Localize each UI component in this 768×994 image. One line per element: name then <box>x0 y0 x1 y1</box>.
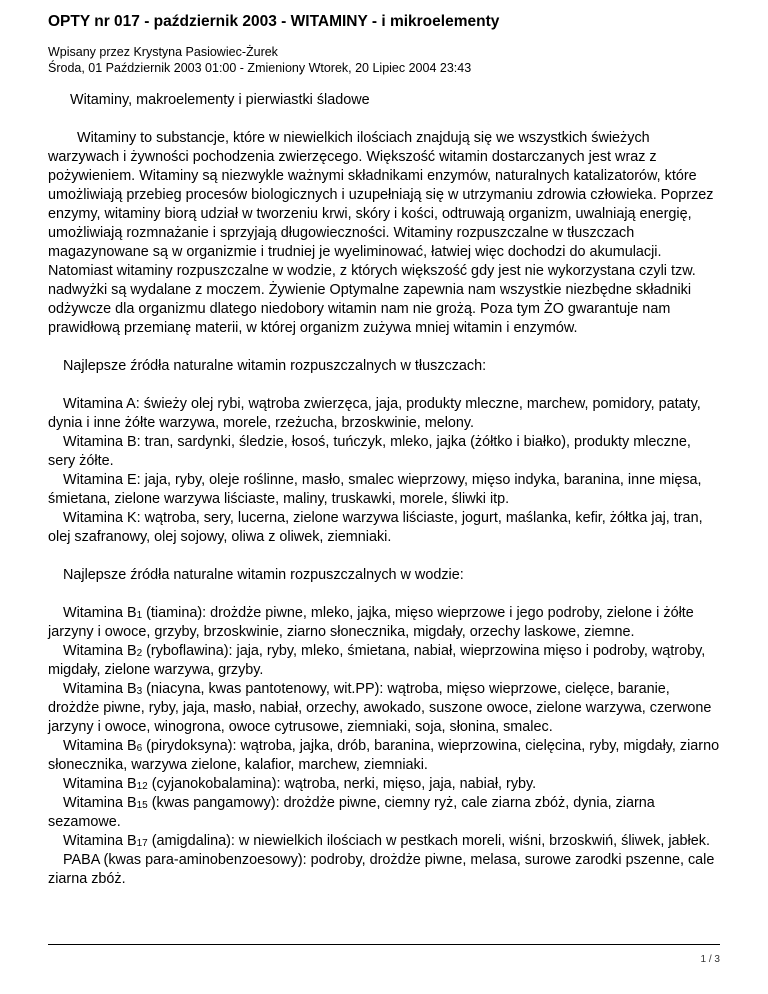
author-line: Wpisany przez Krystyna Pasiowiec-Żurek <box>48 45 278 59</box>
page-number: 1 / 3 <box>700 954 720 965</box>
footer-divider <box>48 944 720 945</box>
vitamin-b17-entry: Witamina $B_{17}$ (amigdalina): w niewielkich ilościach w pestkach moreli, wiśni, brzoskwiń, śliwek, jabłek. <box>63 833 710 849</box>
water-soluble-heading: Najlepsze źródła naturalne witamin rozpuszczalnych w wodzie: <box>63 567 464 583</box>
document-title: OPTY nr 017 - październik 2003 - WITAMINY - i mikroelementy <box>48 13 500 30</box>
article-heading: Witaminy, makroelementy i pierwiastki śladowe <box>70 92 370 108</box>
vitamin-k-entry: Witamina K: wątroba, sery, lucerna, zielone warzywa liściaste, jogurt, maślanka, kefir, żółtka jaj, tran, olej szafranowy, olej sojowy, oliwa z oliwek, ziemniaki. <box>48 510 703 545</box>
vitamin-b2-entry: Witamina $B_2$ (ryboflawina): jaja, ryby, mleko, śmietana, nabiał, wieprzowina mięso i podroby, wątroby, migdały, zielone warzywa, grzyby. <box>48 643 706 678</box>
vitamin-b-entry: Witamina B: tran, sardynki, śledzie, łosoś, tuńczyk, mleko, jajka (żółtko i białko), produkty mleczne, sery żółte. <box>48 434 691 469</box>
date-line: Środa, 01 Październik 2003 01:00 - Zmieniony Wtorek, 20 Lipiec 2004 23:43 <box>48 61 472 75</box>
vitamin-b6-entry: Witamina $B_6$ (pirydoksyna): wątroba, jajka, drób, baranina, wieprzowina, cielęcina, ryby, migdały, ziarno słonecznika, warzywa zielone, kalafior, marchew, ziemniaki. <box>48 738 720 773</box>
document-meta <box>48 44 471 76</box>
vitamin-e-entry: Witamina E: jaja, ryby, oleje roślinne, masło, smalec wieprzowy, mięso indyka, baranina, inne mięsa, śmietana, zielone warzywa liściaste, maliny, truskawki, morele, śliwki itp. <box>48 472 702 507</box>
article-body <box>48 91 720 889</box>
fat-soluble-heading: Najlepsze źródła naturalne witamin rozpuszczalnych w tłuszczach: <box>63 358 487 374</box>
vitamin-b1-entry: Witamina $B_1$ (tiamina): drożdże piwne, mleko, jajka, mięso wieprzowe i jego podroby, zielone i żółte jarzyny i owoce, grzyby, brzoskwinie, ziarno słonecznika, migdały, orzechy laskowe, ziemne. <box>48 605 694 640</box>
vitamin-b3-entry: Witamina $B_3$ (niacyna, kwas pantotenowy, wit.PP): wątroba, mięso wieprzowe, cielęce, baranie, drożdże piwne, ryby, jaja, masło, nabiał, orzechy, awokado, suszone owoce, zielone warzywa, czerwone jarzyny i owoce, winogrona, owoce cytrusowe, ziemniaki, soja, słonina, smalec. <box>48 681 712 735</box>
paba-entry: PABA (kwas para-aminobenzoesowy): podroby, drożdże piwne, melasa, surowe zarodki pszenne, cale ziarna zbóż. <box>48 852 715 887</box>
vitamin-b15-entry: Witamina $B_{15}$ (kwas pangamowy): drożdże piwne, ciemny ryż, cale ziarna zbóż, dynia, ziarna sezamowe. <box>48 795 655 830</box>
vitamin-b12-entry: Witamina $B_{12}$ (cyjanokobalamina): wątroba, nerki, mięso, jaja, nabiał, ryby. <box>63 776 537 792</box>
intro-paragraph: Witaminy to substancje, które w niewielkich ilościach znajdują się we wszystkich świeżych warzywach i żywności pochodzenia zwierzęcego. Większość witamin dostarczanych jest wraz z pożywieniem. Witaminy są niezwykle ważnymi składnikami enzymów, naturalnych katalizatorów, które umożliwiają przebieg procesów biologicznych i uzupełniają się w utrzymaniu zdrowia człowieka. Poprzez enzymy, witaminy biorą udział w tworzeniu krwi, skóry i kości, odtruwają organizm, uwalniają energię, umożliwiają rozmnażanie i sprzyjają długowieczności. Witaminy rozpuszczalne w tłuszczach magazynowane są w organizmie i trudniej je wyeliminować, łatwiej więc dochodzi do akumulacji. Natomiast witaminy rozpuszczalne w wodzie, z których większość gdy jest nie wykorzystana czyli tzw. nadwyżki są wydalane z moczem. Żywienie Optymalne zapewnia nam wszystkie niezbędne składniki odżywcze dla organizmu dlatego niedobory witamin nam nie grożą. Poza tym ŻO gwarantuje nam prawidłową przemianę materii, w której organizm zużywa mniej witamin i enzymów. <box>48 130 714 336</box>
vitamin-a-entry: Witamina A: świeży olej rybi, wątroba zwierzęca, jaja, produkty mleczne, marchew, pomidory, pataty, dynia i inne żółte warzywa, morele, rzeżucha, brzoskwinie, melony. <box>48 396 701 431</box>
